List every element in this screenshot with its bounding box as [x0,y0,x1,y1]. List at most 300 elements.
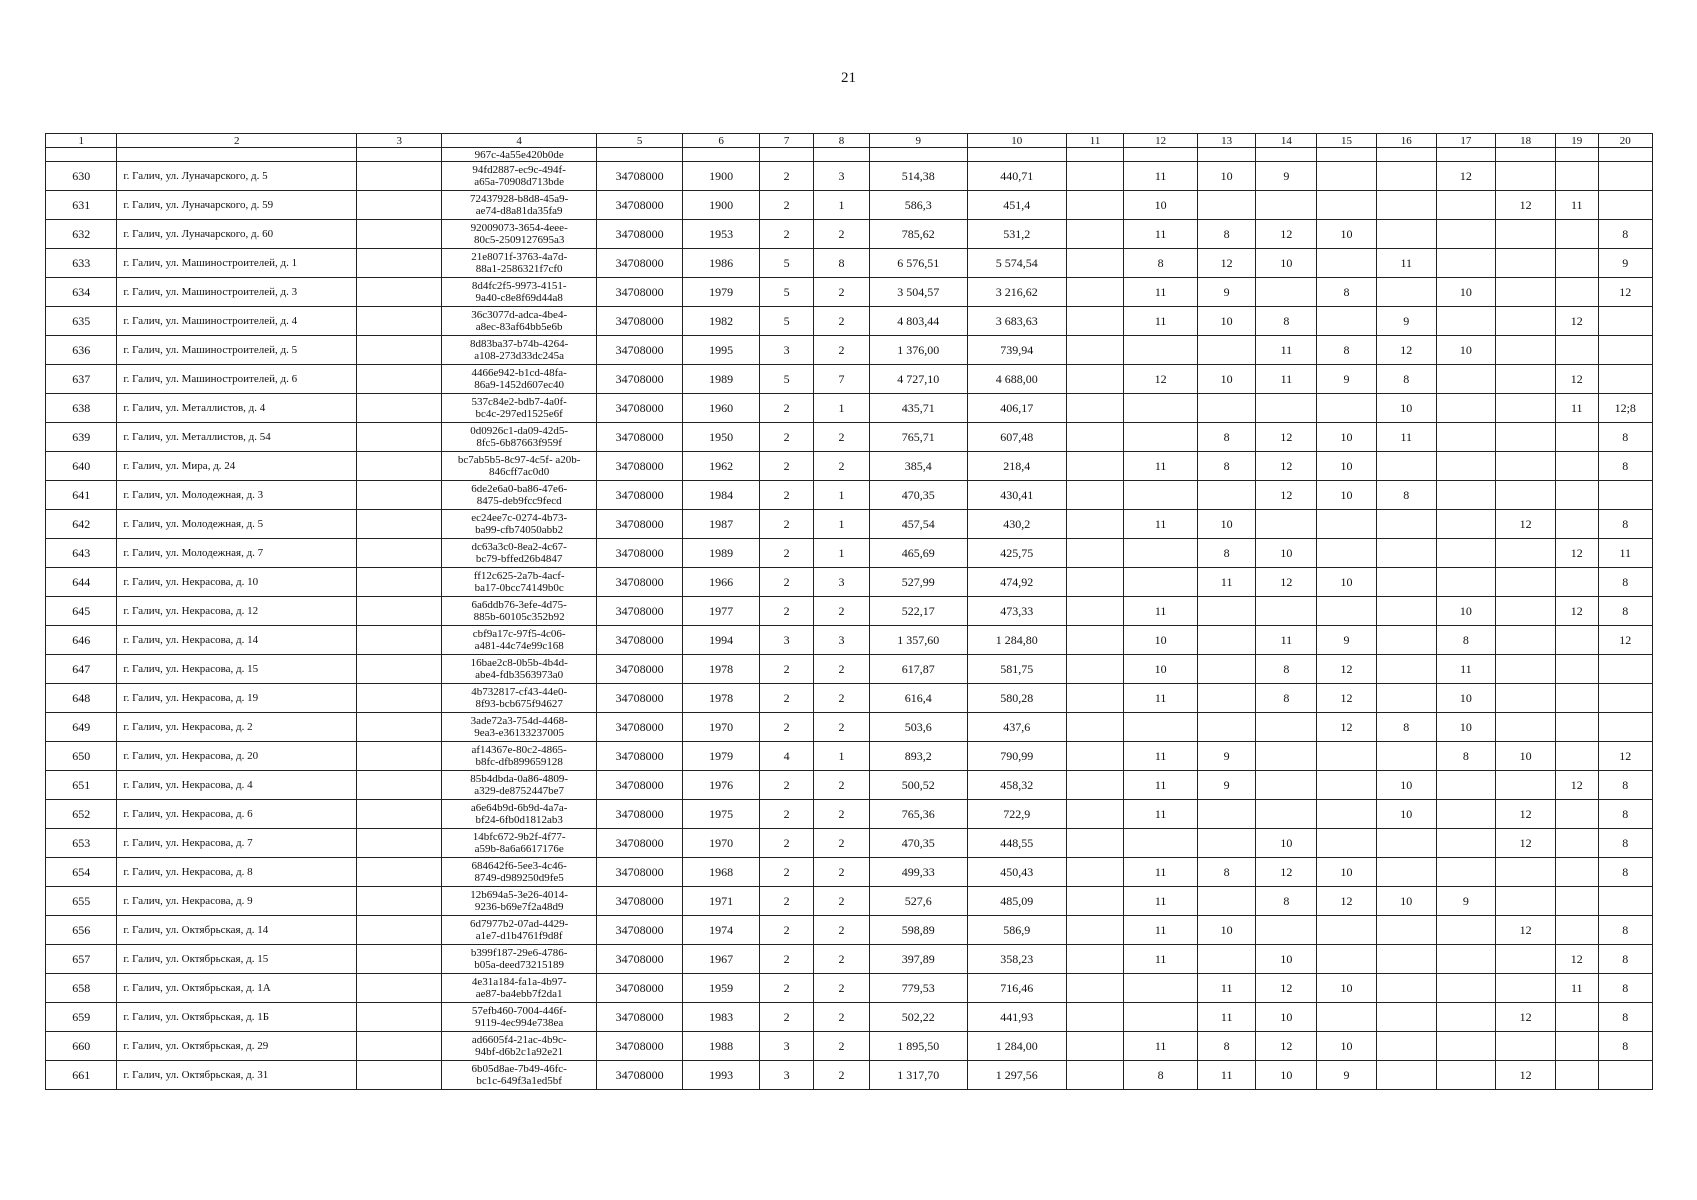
year-cell: 1995 [683,336,760,365]
col-18-cell [1496,684,1556,713]
col-18-cell [1496,771,1556,800]
col-16-cell [1376,278,1436,307]
col-19-cell: 11 [1555,191,1598,220]
house-id-part-2: 9236-b69e7f2a48d9 [474,901,564,913]
continuation-row [46,148,1653,162]
col-16-cell: 8 [1376,481,1436,510]
col-9-cell: 397,89 [869,945,967,974]
col-11-cell [1066,858,1124,887]
table-cell [357,684,442,713]
col-18-cell [1496,365,1556,394]
col-11-cell [1066,916,1124,945]
okato-cell: 34708000 [596,742,682,771]
house-id-part-2: 8f93-bcb675f94627 [475,698,563,710]
table-cell [46,148,117,162]
col-11-cell [1066,365,1124,394]
house-id-part-1: 12b694a5-3e26-4014- [470,889,569,901]
col-10-cell: 3 683,63 [967,307,1066,336]
house-id-cell [442,858,597,887]
col-15-cell [1317,162,1377,191]
okato-cell: 34708000 [596,887,682,916]
column-number-8: 8 [814,134,869,148]
col-7-cell: 2 [759,510,813,539]
year-cell: 1986 [683,249,760,278]
col-7-cell: 2 [759,568,813,597]
col-9-cell: 385,4 [869,452,967,481]
table-row [46,249,1653,278]
col-16-cell [1376,684,1436,713]
address-cell: г. Галич, ул. Некрасова, д. 12 [117,597,357,626]
address-cell: г. Галич, ул. Некрасова, д. 15 [117,655,357,684]
col-7-cell: 2 [759,655,813,684]
col-19-cell: 12 [1555,307,1598,336]
col-20-cell [1598,713,1652,742]
col-16-cell: 8 [1376,365,1436,394]
address-cell: г. Галич, ул. Металлистов, д. 4 [117,394,357,423]
table-row [46,1003,1653,1032]
table-row [46,887,1653,916]
col-7-cell: 2 [759,945,813,974]
col-20-cell [1598,887,1652,916]
col-10-cell: 440,71 [967,162,1066,191]
col-19-cell [1555,655,1598,684]
col-16-cell [1376,916,1436,945]
house-id-part-2: 88a1-2586321f7cf0 [475,263,563,275]
col-16-cell: 10 [1376,394,1436,423]
house-id-part-1: ec24ee7c-0274-4b73- [471,512,568,524]
house-id-part-1: 36c3077d-adca-4be4- [471,309,568,321]
col-16-cell [1376,945,1436,974]
col-16-cell [1376,162,1436,191]
col-18-cell [1496,568,1556,597]
col-16-cell [1376,974,1436,1003]
table-cell [357,336,442,365]
col-20-cell: 12;8 [1598,394,1652,423]
year-cell: 1982 [683,307,760,336]
page-number: 21 [841,70,856,86]
col-18-cell [1496,481,1556,510]
col-9-cell: 765,36 [869,800,967,829]
table-cell [357,1032,442,1061]
col-13-cell: 12 [1197,249,1256,278]
col-20-cell [1598,684,1652,713]
col-13-cell: 10 [1197,916,1256,945]
col-20-cell: 8 [1598,597,1652,626]
table-row [46,684,1653,713]
row-number-cell: 640 [46,452,117,481]
col-11-cell [1066,510,1124,539]
col-7-cell: 3 [759,1032,813,1061]
col-16-cell [1376,452,1436,481]
column-number-2: 2 [117,134,357,148]
house-id-part-2: ae87-ba4ebb7f2da1 [475,988,563,1000]
house-id-part-1: bc7ab5b5-8c97-4c5f- a20b- [457,454,581,466]
year-cell: 1974 [683,916,760,945]
col-12-cell [1124,336,1198,365]
col-14-cell [1256,713,1317,742]
col-9-cell: 616,4 [869,684,967,713]
col-12-cell: 12 [1124,365,1198,394]
house-id-cell [442,800,597,829]
house-id-cell [442,423,597,452]
col-8-cell: 3 [814,626,869,655]
table-row [46,597,1653,626]
year-cell: 1977 [683,597,760,626]
table-row [46,278,1653,307]
table-cell [357,510,442,539]
col-8-cell: 2 [814,887,869,916]
col-9-cell: 1 895,50 [869,1032,967,1061]
col-15-cell: 10 [1317,1032,1377,1061]
col-16-cell [1376,568,1436,597]
table-cell [357,800,442,829]
row-number-cell: 646 [46,626,117,655]
col-19-cell: 12 [1555,945,1598,974]
okato-cell: 34708000 [596,568,682,597]
col-17-cell [1436,423,1496,452]
address-cell: г. Галич, ул. Октябрьская, д. 1Б [117,1003,357,1032]
row-number-cell: 649 [46,713,117,742]
col-12-cell: 11 [1124,452,1198,481]
row-number-cell: 660 [46,1032,117,1061]
row-number-cell: 630 [46,162,117,191]
address-cell: г. Галич, ул. Октябрьская, д. 29 [117,1032,357,1061]
table-cell [357,655,442,684]
table-cell [1555,148,1598,162]
col-17-cell: 8 [1436,742,1496,771]
col-9-cell: 765,71 [869,423,967,452]
col-7-cell: 2 [759,974,813,1003]
continuation-id-cell: 967c-4a55e420b0de [442,148,597,162]
col-7-cell: 5 [759,249,813,278]
col-12-cell [1124,974,1198,1003]
col-7-cell: 2 [759,423,813,452]
address-cell: г. Галич, ул. Октябрьская, д. 15 [117,945,357,974]
column-number-11: 11 [1066,134,1124,148]
col-18-cell: 12 [1496,1061,1556,1090]
house-id-part-2: 86a9-1452d607ec40 [474,379,565,391]
col-10-cell: 581,75 [967,655,1066,684]
col-9-cell: 6 576,51 [869,249,967,278]
year-cell: 1959 [683,974,760,1003]
col-9-cell: 499,33 [869,858,967,887]
year-cell: 1983 [683,1003,760,1032]
col-9-cell: 893,2 [869,742,967,771]
col-15-cell: 10 [1317,568,1377,597]
table-row [46,191,1653,220]
col-7-cell: 2 [759,597,813,626]
col-20-cell [1598,162,1652,191]
col-15-cell [1317,916,1377,945]
col-17-cell: 10 [1436,713,1496,742]
house-id-part-2: ae74-d8a81da35fa9 [475,205,563,217]
house-id-part-2: 94bf-d6b2c1a92e21 [475,1046,564,1058]
col-9-cell: 465,69 [869,539,967,568]
col-19-cell [1555,568,1598,597]
col-20-cell [1598,307,1652,336]
table-cell [596,148,682,162]
col-13-cell: 8 [1197,858,1256,887]
col-17-cell [1436,481,1496,510]
col-10-cell: 3 216,62 [967,278,1066,307]
col-8-cell: 1 [814,539,869,568]
table-cell [1376,148,1436,162]
col-8-cell: 2 [814,1003,869,1032]
col-10-cell: 441,93 [967,1003,1066,1032]
row-number-cell: 636 [46,336,117,365]
table-cell [117,148,357,162]
col-17-cell [1436,510,1496,539]
row-number-cell: 647 [46,655,117,684]
table-cell [357,713,442,742]
address-cell: г. Галич, ул. Некрасова, д. 20 [117,742,357,771]
col-17-cell [1436,220,1496,249]
house-id-cell [442,336,597,365]
house-id-cell [442,452,597,481]
column-number-6: 6 [683,134,760,148]
row-number-cell: 658 [46,974,117,1003]
col-14-cell: 12 [1256,220,1317,249]
table-cell [357,307,442,336]
col-10-cell: 458,32 [967,771,1066,800]
house-id-part-1: af14367e-80c2-4865- [471,744,567,756]
col-11-cell [1066,829,1124,858]
table-row [46,423,1653,452]
col-18-cell: 12 [1496,510,1556,539]
house-id-cell [442,684,597,713]
col-16-cell [1376,655,1436,684]
okato-cell: 34708000 [596,278,682,307]
col-13-cell: 11 [1197,568,1256,597]
house-id-part-2: 885b-60105c352b92 [473,611,565,623]
table-cell [357,278,442,307]
col-19-cell: 12 [1555,365,1598,394]
col-13-cell [1197,829,1256,858]
house-id-part-1: 4b732817-cf43-44e0- [471,686,568,698]
col-13-cell: 10 [1197,510,1256,539]
col-12-cell [1124,568,1198,597]
okato-cell: 34708000 [596,539,682,568]
house-id-part-2: bf24-6fb0d1812ab3 [475,814,563,826]
table-cell [814,148,869,162]
col-14-cell: 12 [1256,858,1317,887]
col-7-cell: 2 [759,452,813,481]
col-8-cell: 2 [814,829,869,858]
col-10-cell: 218,4 [967,452,1066,481]
col-19-cell: 11 [1555,974,1598,1003]
col-9-cell: 527,6 [869,887,967,916]
col-18-cell [1496,394,1556,423]
col-15-cell: 10 [1317,481,1377,510]
address-cell: г. Галич, ул. Луначарского, д. 60 [117,220,357,249]
col-15-cell: 10 [1317,220,1377,249]
col-16-cell [1376,1061,1436,1090]
col-14-cell [1256,771,1317,800]
year-cell: 1979 [683,742,760,771]
col-10-cell: 1 284,80 [967,626,1066,655]
table-cell [357,148,442,162]
col-12-cell: 10 [1124,191,1198,220]
col-17-cell [1436,858,1496,887]
table-cell [759,148,813,162]
table-cell [357,1003,442,1032]
col-13-cell [1197,394,1256,423]
col-15-cell: 8 [1317,336,1377,365]
house-id-cell [442,278,597,307]
house-id-cell [442,887,597,916]
row-number-cell: 643 [46,539,117,568]
col-17-cell [1436,307,1496,336]
col-11-cell [1066,800,1124,829]
col-14-cell: 10 [1256,829,1317,858]
col-8-cell: 2 [814,916,869,945]
col-17-cell [1436,974,1496,1003]
col-13-cell [1197,191,1256,220]
col-10-cell: 406,17 [967,394,1066,423]
col-15-cell [1317,742,1377,771]
house-id-cell [442,597,597,626]
okato-cell: 34708000 [596,394,682,423]
col-18-cell [1496,1032,1556,1061]
address-cell: г. Галич, ул. Некрасова, д. 10 [117,568,357,597]
house-id-cell [442,539,597,568]
col-7-cell: 2 [759,220,813,249]
table-row [46,307,1653,336]
col-20-cell: 9 [1598,249,1652,278]
okato-cell: 34708000 [596,858,682,887]
column-number-13: 13 [1197,134,1256,148]
house-id-part-1: 16bae2c8-0b5b-4b4d- [470,657,568,669]
address-cell: г. Галич, ул. Металлистов, д. 54 [117,423,357,452]
col-14-cell: 10 [1256,1061,1317,1090]
col-8-cell: 2 [814,974,869,1003]
house-id-part-1: 6a6ddb76-3efe-4d75- [471,599,567,611]
col-18-cell [1496,539,1556,568]
house-id-part-2: 8fc5-6b87663f959f [476,437,562,449]
house-id-cell [442,568,597,597]
table-row [46,742,1653,771]
col-9-cell: 4 803,44 [869,307,967,336]
col-16-cell: 11 [1376,249,1436,278]
col-16-cell: 11 [1376,423,1436,452]
col-19-cell [1555,452,1598,481]
address-cell: г. Галич, ул. Машиностроителей, д. 1 [117,249,357,278]
table-row [46,481,1653,510]
house-id-part-2: a329-de8752447be7 [474,785,565,797]
house-id-part-2: a481-44c74e99c168 [474,640,564,652]
year-cell: 1966 [683,568,760,597]
col-19-cell [1555,684,1598,713]
col-11-cell [1066,974,1124,1003]
table-row [46,713,1653,742]
col-16-cell [1376,510,1436,539]
table-row [46,510,1653,539]
house-id-cell [442,974,597,1003]
year-cell: 1978 [683,684,760,713]
col-15-cell [1317,945,1377,974]
col-11-cell [1066,423,1124,452]
col-14-cell [1256,510,1317,539]
col-8-cell: 2 [814,336,869,365]
col-8-cell: 2 [814,1061,869,1090]
house-id-cell [442,945,597,974]
col-10-cell: 485,09 [967,887,1066,916]
col-15-cell [1317,394,1377,423]
address-cell: г. Галич, ул. Молодежная, д. 7 [117,539,357,568]
okato-cell: 34708000 [596,423,682,452]
col-14-cell: 10 [1256,1003,1317,1032]
col-18-cell [1496,307,1556,336]
table-cell [357,191,442,220]
col-15-cell: 10 [1317,452,1377,481]
address-cell: г. Галич, ул. Машиностроителей, д. 4 [117,307,357,336]
col-15-cell [1317,829,1377,858]
col-9-cell: 4 727,10 [869,365,967,394]
col-9-cell: 3 504,57 [869,278,967,307]
house-id-part-1: 4e31a184-fa1a-4b97- [471,976,567,988]
col-20-cell [1598,1061,1652,1090]
house-id-part-1: b399f187-29e6-4786- [470,947,568,959]
col-15-cell [1317,510,1377,539]
col-13-cell: 10 [1197,307,1256,336]
table-cell [357,220,442,249]
col-7-cell: 2 [759,394,813,423]
col-8-cell: 2 [814,713,869,742]
house-id-part-2: b05a-deed73215189 [474,959,565,971]
okato-cell: 34708000 [596,365,682,394]
col-19-cell [1555,510,1598,539]
col-11-cell [1066,249,1124,278]
col-17-cell [1436,829,1496,858]
col-11-cell [1066,162,1124,191]
col-17-cell [1436,365,1496,394]
table-cell [357,742,442,771]
col-10-cell: 473,33 [967,597,1066,626]
col-12-cell: 11 [1124,597,1198,626]
col-12-cell [1124,713,1198,742]
col-15-cell: 12 [1317,655,1377,684]
year-cell: 1968 [683,858,760,887]
col-14-cell: 9 [1256,162,1317,191]
col-13-cell: 10 [1197,365,1256,394]
col-19-cell [1555,162,1598,191]
row-number-cell: 651 [46,771,117,800]
house-id-part-2: ba99-cfb74050abb2 [475,524,564,536]
col-10-cell: 448,55 [967,829,1066,858]
col-19-cell [1555,423,1598,452]
house-id-part-1: 8d83ba37-b74b-4264- [469,338,569,350]
col-12-cell [1124,481,1198,510]
col-20-cell: 11 [1598,539,1652,568]
col-14-cell [1256,742,1317,771]
col-12-cell: 11 [1124,307,1198,336]
col-8-cell: 2 [814,597,869,626]
okato-cell: 34708000 [596,626,682,655]
col-7-cell: 4 [759,742,813,771]
col-14-cell [1256,597,1317,626]
col-17-cell [1436,1061,1496,1090]
col-20-cell: 8 [1598,568,1652,597]
col-15-cell: 10 [1317,858,1377,887]
col-20-cell: 8 [1598,858,1652,887]
col-7-cell: 2 [759,916,813,945]
col-11-cell [1066,626,1124,655]
col-7-cell: 2 [759,539,813,568]
house-id-cell [442,742,597,771]
table-cell [357,626,442,655]
col-7-cell: 2 [759,481,813,510]
table-cell [357,249,442,278]
